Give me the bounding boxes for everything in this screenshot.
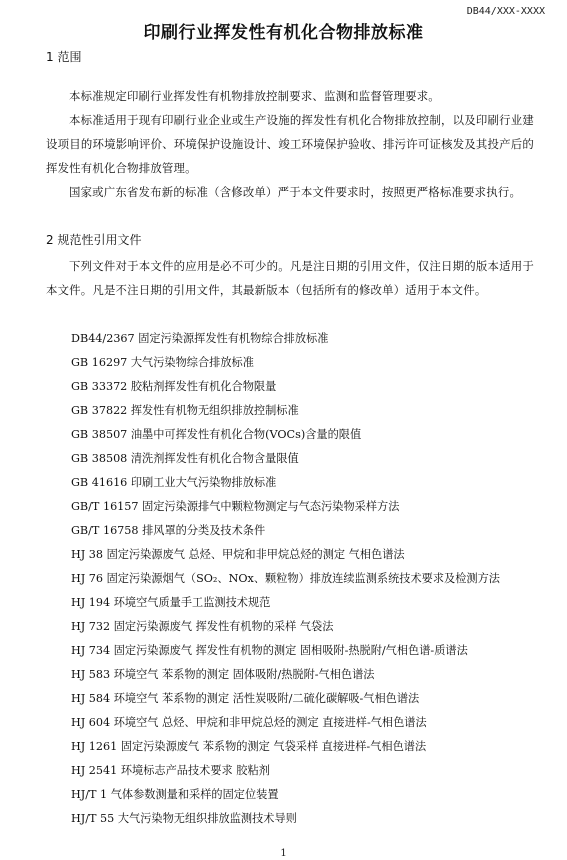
reference-list — [71, 327, 551, 831]
page-title: 印刷行业挥发性有机化合物排放标准 — [143, 23, 424, 43]
reference-item: GB 38507 油墨中可挥发性有机化合物(VOCs)含量的限值 — [71, 428, 362, 441]
reference-item: HJ 1261 固定污染源废气 苯系物的测定 气袋采样 直接进样-气相色谱法 — [71, 740, 427, 753]
reference-item: GB 37822 挥发性有机物无组织排放控制标准 — [71, 404, 299, 417]
reference-item: HJ 734 固定污染源废气 挥发性有机物的测定 固相吸附-热脱附/气相色谱-质谱法 — [71, 644, 468, 657]
reference-item: GB 38508 清洗剂挥发性有机化合物含量限值 — [71, 452, 299, 465]
reference-item: GB 41616 印刷工业大气污染物排放标准 — [71, 476, 277, 489]
reference-item: HJ/T 55 大气污染物无组织排放监测技术导则 — [71, 812, 297, 825]
reference-item: HJ 194 环境空气质量手工监测技术规范 — [71, 596, 271, 609]
reference-item: HJ 732 固定污染源废气 挥发性有机物的采样 气袋法 — [71, 620, 334, 633]
reference-item: HJ 38 固定污染源废气 总烃、甲烷和非甲烷总烃的测定 气相色谱法 — [71, 548, 405, 561]
section-heading-scope: 1 范围 — [46, 50, 82, 64]
reference-item: HJ 76 固定污染源烟气（SO₂、NOx、颗粒物）排放连续监测系统技术要求及检测方法 — [71, 572, 500, 585]
reference-item: GB/T 16157 固定污染源排气中颗粒物测定与气态污染物采样方法 — [71, 500, 400, 513]
scope-paragraph-1: 本标准规定印刷行业挥发性有机物排放控制要求、监测和监督管理要求。 — [69, 89, 440, 103]
reference-item: HJ 604 环境空气 总烃、甲烷和非甲烷总烃的测定 直接进样-气相色谱法 — [71, 716, 427, 729]
scope-paragraph-2: 本标准适用于现有印刷行业企业或生产设施的挥发性有机化合物排放控制，以及印刷行业建设项目的环境影响评价、环境保护设施设计、竣工环境保护验收、排污许可证核发及其投产后的挥发性有机化合物排放管理。 — [46, 113, 534, 175]
reference-item: GB 16297 大气污染物综合排放标准 — [71, 356, 254, 369]
reference-item: HJ/T 1 气体参数测量和采样的固定位装置 — [71, 788, 279, 801]
reference-item: HJ 2541 环境标志产品技术要求 胶粘剂 — [71, 764, 270, 777]
reference-item: HJ 583 环境空气 苯系物的测定 固体吸附/热脱附-气相色谱法 — [71, 668, 375, 681]
document-id: DB44/XXX-XXXX — [466, 6, 545, 17]
references-paragraph: 下列文件对于本文件的应用是必不可少的。凡是注日期的引用文件，仅注日期的版本适用于本文件。凡是不注日期的引用文件，其最新版本（包括所有的修改单）适用于本文件。 — [46, 259, 534, 297]
reference-item: GB/T 16758 排风罩的分类及技术条件 — [71, 524, 266, 537]
reference-item: GB 33372 胶粘剂挥发性有机化合物限量 — [71, 380, 277, 393]
reference-item: DB44/2367 固定污染源挥发性有机物综合排放标准 — [71, 332, 329, 345]
reference-item: HJ 584 环境空气 苯系物的测定 活性炭吸附/二硫化碳解吸-气相色谱法 — [71, 692, 420, 705]
scope-paragraph-3: 国家或广东省发布新的标准（含修改单）严于本文件要求时，按照更严格标准要求执行。 — [69, 185, 522, 199]
section-heading-references: 2 规范性引用文件 — [46, 233, 142, 247]
page-number: 1 — [280, 848, 287, 859]
